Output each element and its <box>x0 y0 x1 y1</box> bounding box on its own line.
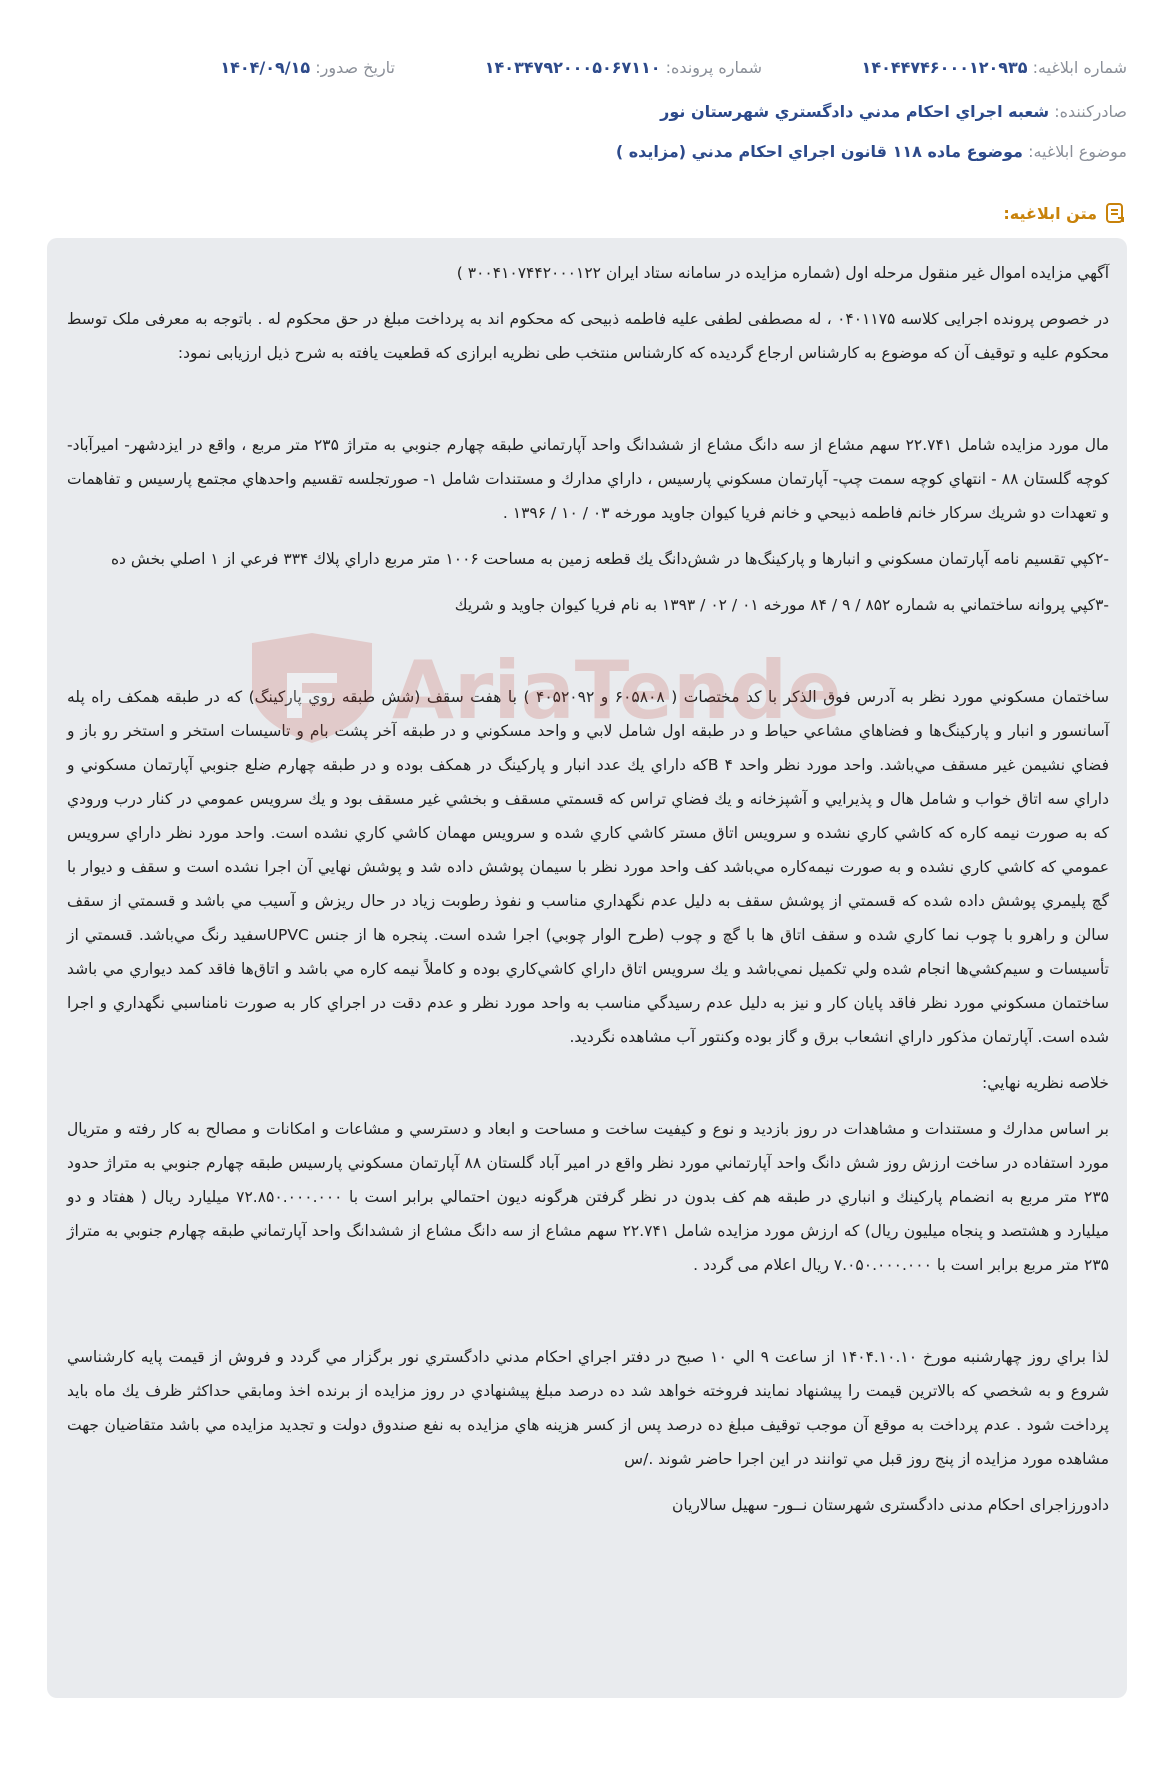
notice-number-label: شماره ابلاغیه: <box>1032 58 1127 77</box>
issue-date-label: تاریخ صدور: <box>315 58 395 77</box>
notice-content-box <box>47 238 1127 1698</box>
notice-number <box>862 58 1127 77</box>
notice-paragraph-8: بر اساس مدارك و مستندات و مشاهدات در روز بازديد و نوع و كيفيت ساخت و مساحت و ابعاد و دسترسي و مشاعات و امكانات و مصالح به كار رفته و متريال مورد استفاده در ساخت ارزش روز شش دانگ واحد آپارتماني مورد نظر واقع در امير آباد گلستان ۸۸ آپارتمان مسكوني پارسيس طبقه چهارم جنوبي به متراژ حدود ۲۳۵ متر مربع به انضمام پاركينك و انباري در طبقه هم كف بدون در نظر گرفتن هرگونه ديون احتمالي برابر است با ۷۲.۸۵۰.۰۰۰.۰۰۰ ميليارد ريال ( هفتاد و دو ميليارد و هشتصد و پنجاه ميليون ريال) كه ارزش مورد مزايده شامل ۲۲.۷۴۱ سهم مشاع از سه دانگ مشاع از ششدانگ واحد آپارتماني طبقه چهارم جنوبي به متراژ ۲۳۵ متر مربع برابر است با ۷.۰۵۰.۰۰۰.۰۰۰ ريال اعلام مى گردد . <box>67 1120 1110 1274</box>
issuer <box>660 102 1127 121</box>
notice-paragraph-1: آگهي مزايده اموال غير منقول مرحله اول (شماره مزايده در سامانه ستاد ايران ۳۰۰۴۱۰۷۴۴۲۰۰۰۱۲۲ ) <box>456 264 1109 282</box>
watermark-text: AriaTende <box>392 644 842 737</box>
notice-text-heading <box>1003 200 1127 226</box>
document-icon <box>1103 201 1127 225</box>
notice-paragraph-3: مال مورد مزايده شامل ۲۲.۷۴۱ سهم مشاع از سه دانگ مشاع از ششدانگ واحد آپارتماني طبقه چهارم جنوبي به متراژ ۲۳۵ متر مربع ، واقع در ايزدشهر- اميرآباد- كوچه گلستان ۸۸ - انتهاي كوچه سمت چپ- آپارتمان مسكوني پارسيس ، داراي مدارك و مستندات شامل ۱- صورتجلسه تقسيم واحدهاي مجتمع پارسيس و تفاهمات و تعهدات دو شريك سركار خانم فاطمه ذبيحي و خانم فريا كيوان جاويد مورخه ۰۳ / ۱۰ / ۱۳۹۶ . <box>67 436 1109 522</box>
notice-paragraph-9: لذا براي روز چهارشنبه مورخ ۱۴۰۴.۱۰.۱۰ از ساعت ۹ الي ۱۰ صبح در دفتر اجراي احكام مدني دادگستري نور برگزار مي گردد و فروش از قيمت پايه كارشناسي شروع و به شخصي كه بالاترين قيمت را پيشنهاد نمايند فروخته خواهد شد ده درصد مبلغ پيشنهادي در روز مزايده از برنده اخذ ومابقي حداكثر ظرف يك ماه بايد پرداخت شود . عدم پرداخت به موقع آن موجب توقيف مبلغ ده درصد پس از كسر هزينه هاي مزايده به نفع صندوق دولت و تجديد مزايده مي باشد متقاضيان جهت مشاهده مورد مزايده از پنج روز قبل مي توانند در اين اجرا حاضر شوند ./س <box>67 1348 1109 1468</box>
notice-number-value: ۱۴۰۴۴۷۴۶۰۰۰۱۲۰۹۳۵ <box>861 58 1028 77</box>
issuer-label: صادرکننده: <box>1054 102 1127 121</box>
notice-paragraph-5: -۳كپي پروانه ساختماني به شماره ۸۵۲ / ۹ / ۸۴ مورخه ۰۱ / ۰۲ / ۱۳۹۳ به نام فريا كيوان جاويد و شريك <box>454 596 1109 614</box>
subject <box>616 142 1127 161</box>
notice-paragraph-6: ساختمان مسكوني مورد نظر به آدرس فوق الذكر با كد مختصات ( ۶۰۵۸۰۸ و ۴۰۵۲۰۹۲ ) با هفت سقف (شش طبقه روي پاركينگ) كه در طبقه همكف راه پله آسانسور و انبار و پاركينگ‌ها و فضاهاي مشاعي حياط و در طبقه اول شامل لابي و واحد مسكوني و در طبقه آخر پشت بام و تاسيسات استخر و استخر رو باز و فضاي نشيمن غير مسقف مي‌باشد. واحد مورد نظر واحد ۴ Bكه داراي يك عدد انبار و پاركينگ در همكف بوده و در طبقه چهارم ضلع جنوبي آپارتمان مسكوني و داراي سه اتاق خواب و شامل هال و پذيرايي و آشپزخانه و يك فضاي تراس كه قسمتي مسقف و بخشي غير مسقف بود و يك سرويس عمومي در كنار درب ورودي كه به صورت نيمه كاره كه كاشي كاري نشده و سرويس اتاق مستر كاشي كاري شده و سرويس مهمان كاشي كاري نشده است. واحد مورد نظر داراي سرويس عمومي كه كاشي كاري نشده و به صورت نيمه‌كاره مي‌باشد كف واحد مورد نظر با سيمان پوشش داده شد و پوشش نهايي آن اجرا نشده است و سقف و ديوار با گچ پليمري پوشش داده شده كه قسمتي از پوشش سقف به دليل عدم نگهداري مناسب و نفوذ رطوبت زياد در حال ريزش و آسيب مي باشد و قسمتي از سقف سالن و راهرو با چوب نما كاري شده و سقف اتاق ها با گچ و چوب (طرح الوار چوبي) اجرا شده است. پنجره ها از جنس UPVCسفيد رنگ مي‌باشد. قسمتي از تأسيسات و سيم‌كشي‌ها انجام شده ولي تكميل نمي‌باشد و يك سرويس اتاق داراي كاشي‌كاري بوده و كاملاً نيمه كاره مي باشد و اتاق‌ها فاقد كمد ديواري مي باشد ساختمان مسكوني مورد نظر فاقد پايان كار و نيز به دليل عدم رسيدگي مناسب به واحد مورد نظر و عدم دقت در اجراي كار به صورت نامناسبي نگهداري و اجرا شده است. آپارتمان مذكور داراي انشعاب برق و گاز بوده وكنتور آب مشاهده نگرديد. <box>67 688 1110 1046</box>
notice-paragraph-2: در خصوص پرونده اجرایی کلاسه ۰۴۰۱۱۷۵ ، له مصطفی لطفی علیه فاطمه ذبیحی که محکوم اند به پرداخت مبلغ در حق محکوم له . باتوجه به معرفی ملک توسط محکوم علیه و توقیف آن که موضوع به کارشناس ارجاع گردیده که کارشناس منتخب طی نظریه ابرازی که قطعیت یافته به شرح ذیل ارزیابی نمود: <box>67 310 1110 362</box>
issue-date <box>220 58 395 77</box>
notice-paragraph-7: خلاصه نظريه نهايي: <box>982 1074 1109 1092</box>
case-number-value: ۱۴۰۳۴۷۹۲۰۰۰۵۰۶۷۱۱۰ <box>484 58 661 77</box>
issuer-value: شعبه اجراي احكام مدني دادگستري شهرستان نور <box>660 102 1050 121</box>
notice-meta-row <box>47 58 1127 84</box>
notice-signature: دادورزاجرای احکام مدنی دادگستری شهرستان نــور- سهیل سالاریان <box>672 1496 1109 1514</box>
notice-paragraph-4: -۲كپي تقسيم نامه آپارتمان مسكوني و انبارها و پاركينگ‌ها در شش‌دانگ يك قطعه زمين به مساحت ۱۰۰۶ متر مربع داراي پلاك ۳۳۴ فرعي از ۱ اصلي بخش ده <box>110 550 1109 568</box>
subject-value: موضوع ماده ۱۱۸ قانون اجراي احكام مدني (مزايده ) <box>615 142 1023 161</box>
subject-label: موضوع ابلاغیه: <box>1028 142 1127 161</box>
case-number <box>485 58 762 77</box>
notice-text-title: متن ابلاغیه: <box>1003 203 1097 223</box>
case-number-label: شماره پرونده: <box>665 58 762 77</box>
issue-date-value: ۱۴۰۴/۰۹/۱۵ <box>220 58 311 77</box>
